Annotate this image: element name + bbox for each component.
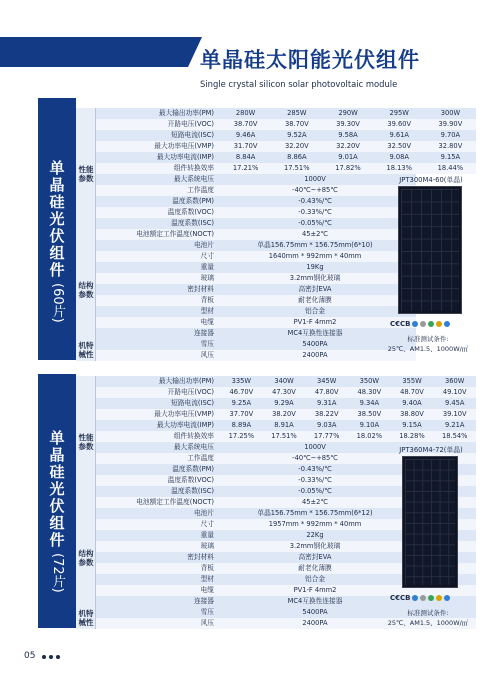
cert-badge-icon [428,321,434,327]
test-conditions [380,334,476,354]
certification-marks [390,320,472,328]
spec-values [220,152,476,163]
test-conditions-label: 标准测试条件: [407,335,449,343]
spec-value: 9.21A [444,421,465,429]
spec-value: 350W [359,377,380,385]
spec-label: 玻璃 [200,274,214,282]
spec-value: 3.2mm钢化玻璃 [289,542,341,550]
spec-values [220,398,476,409]
section-title-char: 硅 [49,193,65,211]
spec-value: 2400PA [302,619,328,627]
panel-model-label: JPT360M4-72(单晶) [399,446,463,454]
section-vertical-title [38,430,76,593]
section-title-char: 单 [49,159,65,177]
spec-value: 18.28% [399,432,425,440]
group-label-text: 结构参数 [78,548,94,567]
struct-row [96,317,416,328]
struct-row [96,273,416,284]
mech-row [96,350,416,361]
header-accent-bar [0,37,188,67]
cert-badge-icon [444,595,450,601]
spec-value: -0.05%/℃ [298,219,332,227]
spec-value: -0.33%/℃ [298,208,332,216]
section-title-char: 伏 [49,227,65,245]
spec-value: 360W [445,377,465,385]
spec-value: 17.25% [228,432,255,440]
solar-cell-grid [401,189,459,311]
spec-value: 37.70V [229,410,254,418]
group-label-text: 机特械性 [78,341,94,359]
spec-value: 铝合金 [304,307,326,315]
spec-label: 连接器 [193,329,214,337]
spec-value: 17.77% [313,432,340,440]
spec-value: 47.80V [314,388,339,396]
section-title-char: 晶 [49,176,65,194]
spec-label: 最大功率电压(VMP) [154,410,214,418]
spec-label: 玻璃 [200,542,214,550]
spec-label: 最大输出功率(PM) [158,377,214,385]
spec-value: 290W [338,109,358,117]
spec-value: 18.54% [441,432,468,440]
perf-row [96,152,476,163]
common-row [96,218,416,229]
perf-row [96,398,476,409]
spec-value: 9.15A [402,421,422,429]
spec-section-1 [38,98,476,360]
test-conditions-value: 25℃、AM1.5、1000W/㎡ [387,345,469,353]
struct-row [96,262,416,273]
spec-value: 17.51% [271,432,297,440]
spec-values [220,141,476,152]
common-row [96,196,416,207]
group-label-perf [76,108,96,240]
spec-value: 38.80V [400,410,424,418]
spec-value: -0.33%/℃ [298,476,332,484]
spec-label: 温度系数(PM) [172,197,214,205]
spec-value: 39.60V [387,120,412,128]
cert-text: C€CB [390,320,411,328]
page-subtitle: Single crystal silicon solar photovoltaic module [200,79,398,89]
spec-value: 38.22V [314,410,339,418]
spec-values [220,108,476,119]
spec-value: 9.29A [274,399,294,407]
spec-value: 335W [231,377,252,385]
spec-value: 17.21% [232,164,259,172]
spec-value: 38.20V [272,410,296,418]
spec-label: 最大功率电流(IMP) [156,153,214,161]
spec-label: 背板 [200,296,214,304]
spec-values [220,119,476,130]
spec-value: 48.70V [400,388,424,396]
struct-row [96,328,416,339]
spec-value: 9.46A [235,131,256,139]
spec-label: 密封材料 [187,553,214,561]
cert-badge-icon [412,321,418,327]
spec-value: 9.52A [287,131,307,139]
spec-value: 9.58A [338,131,358,139]
spec-value: 19Kg [306,263,324,271]
spec-value: 8.91A [274,421,294,429]
spec-section-2 [38,374,476,628]
section-title-cells: (60片) [50,283,65,323]
section-title-char: 硅 [49,463,65,481]
cert-badge-icon [436,595,442,601]
spec-label: 重量 [200,263,214,271]
spec-value: 32.50V [387,142,412,150]
group-label-perf [76,376,96,508]
spec-value: PV1-F 4mm2 [293,318,337,326]
struct-row [96,240,416,251]
cert-badge-icon [412,595,418,601]
spec-values [220,387,476,398]
spec-label: 雪压 [200,340,214,348]
spec-value: -0.43%/℃ [298,197,332,205]
spec-value: 耐老化薄膜 [298,564,332,572]
cert-badge-icon [444,321,450,327]
section-title-char: 件 [49,261,65,279]
spec-value: 9.70A [440,131,461,139]
section-title-char: 光 [49,210,65,228]
cert-badge-icon [428,595,434,601]
section-title-char: 晶 [49,446,65,464]
spec-values [220,409,476,420]
spec-value: 1000V [304,443,326,451]
perf-row [96,108,476,119]
spec-label: 短路电流(ISC) [171,399,214,407]
perf-row [96,119,476,130]
group-label-text: 性能参数 [78,433,94,451]
common-row [96,174,416,185]
spec-values [220,420,476,431]
group-label-struct [76,508,96,607]
spec-label: 密封材料 [187,285,214,293]
spec-value: 340W [274,377,294,385]
spec-value: 18.02% [356,432,383,440]
spec-label: 电池片 [193,241,214,249]
page-number: 05 [24,651,36,661]
spec-label: 风压 [200,619,214,627]
spec-value: 5400PA [302,608,328,616]
spec-value: 32.20V [284,142,309,150]
spec-value: 38.70V [233,120,258,128]
common-row [96,229,416,240]
spec-value: 1957mm * 992mm * 40mm [268,520,362,528]
solar-cell-grid [405,459,455,585]
spec-label: 最大功率电流(IMP) [156,421,214,429]
section-title-char: 组 [49,244,65,262]
group-label-text: 结构参数 [78,280,94,299]
spec-value: -40℃~+85℃ [292,186,338,194]
spec-value: 22Kg [306,531,324,539]
spec-label: 温度系数(VOC) [167,208,214,216]
spec-value: PV1-F 4mm2 [293,586,337,594]
group-label-mech [76,607,96,629]
spec-values [220,376,476,387]
group-label-text: 性能参数 [78,165,94,183]
spec-label: 组件转换效率 [173,164,214,172]
spec-label: 开路电压(VOC) [167,388,214,396]
certification-marks [390,594,472,602]
spec-label: 最大系统电压 [173,443,214,451]
test-conditions-value: 25℃、AM1.5、1000W/㎡ [387,619,469,627]
spec-value: 9.10A [359,421,380,429]
perf-row [96,141,476,152]
spec-label: 工作温度 [187,454,214,462]
spec-values [220,130,476,141]
spec-label: 工作温度 [187,186,214,194]
struct-row [96,251,416,262]
test-conditions [380,608,476,628]
spec-label: 最大输出功率(PM) [158,109,214,117]
spec-value: 345W [316,377,337,385]
spec-value: 32.80V [438,142,463,150]
spec-value: 18.13% [386,164,412,172]
spec-value: 高密封EVA [298,553,332,561]
section-vertical-title [38,160,76,323]
spec-value: 单晶156.75mm * 156.75mm(6*10) [257,241,373,249]
spec-value: 9.03A [316,421,337,429]
spec-value: 39.90V [438,120,463,128]
spec-value: 46.70V [229,388,254,396]
perf-row [96,130,476,141]
spec-value: 9.15A [440,153,461,161]
spec-label: 风压 [200,351,214,359]
spec-value: 8.84A [235,153,256,161]
spec-value: 耐老化薄膜 [298,296,332,304]
spec-value: 39.10V [442,410,467,418]
spec-value: 9.45A [444,399,465,407]
spec-label: 尺寸 [200,520,214,528]
struct-row [96,284,416,295]
spec-label: 开路电压(VOC) [167,120,214,128]
spec-value: 280W [235,109,256,117]
section-title-char: 伏 [49,497,65,515]
section-title-char: 件 [49,531,65,549]
spec-value: MC4互换性连接器 [287,597,343,605]
group-label-text: 机特械性 [78,609,94,627]
spec-label: 雪压 [200,608,214,616]
spec-value: 5400PA [302,340,328,348]
spec-values [220,431,476,442]
spec-label: 温度系数(PM) [172,465,214,473]
spec-value: 9.31A [316,399,337,407]
spec-value: 2400PA [302,351,328,359]
perf-row [96,163,476,174]
spec-value: 32.20V [336,142,360,150]
cert-badge-icon [420,321,426,327]
common-row [96,207,416,218]
spec-value: 3.2mm钢化玻璃 [289,274,341,282]
mech-row [96,339,416,350]
spec-value: 18.44% [437,164,464,172]
spec-values [220,163,476,174]
spec-value: 17.51% [284,164,310,172]
spec-label: 电缆 [200,318,214,326]
spec-label: 型材 [200,307,214,315]
spec-label: 电缆 [200,586,214,594]
spec-value: 8.86A [287,153,307,161]
spec-label: 连接器 [193,597,214,605]
perf-row [96,420,476,431]
group-label-mech [76,339,96,361]
spec-value: 31.70V [233,142,258,150]
spec-label: 组件转换效率 [173,432,214,440]
page-dots-icon [42,655,60,659]
spec-value: 1000V [304,175,326,183]
spec-value: 高密封EVA [298,285,332,293]
perf-row [96,409,476,420]
spec-value: 45±2℃ [302,498,328,506]
spec-value: 39.30V [336,120,360,128]
spec-value: MC4互换性连接器 [287,329,343,337]
page-title: 单晶硅太阳能光伏组件 [200,48,420,72]
perf-row [96,376,476,387]
solar-panel-image [398,186,462,314]
spec-label: 最大系统电压 [173,175,214,183]
spec-value: 38.70V [284,120,309,128]
spec-value: 295W [389,109,409,117]
spec-value: -0.43%/℃ [298,465,332,473]
spec-label: 电池额定工作温度(NOCT) [136,230,214,238]
solar-panel-image [402,456,458,588]
spec-value: 300W [440,109,461,117]
spec-value: -0.05%/℃ [298,487,332,495]
spec-label: 重量 [200,531,214,539]
spec-label: 温度系数(ISC) [171,487,214,495]
spec-value: 1640mm * 992mm * 40mm [268,252,362,260]
spec-value: 17.82% [335,164,361,172]
spec-value: 48.30V [357,388,382,396]
spec-value: 8.89A [231,421,252,429]
cert-badge-icon [420,595,426,601]
perf-row [96,431,476,442]
spec-value: 355W [402,377,422,385]
spec-value: -40℃~+85℃ [292,454,338,462]
spec-label: 型材 [200,575,214,583]
spec-label: 最大功率电压(VMP) [154,142,214,150]
section-title-char: 光 [49,480,65,498]
spec-value: 9.34A [359,399,380,407]
spec-value: 285W [287,109,307,117]
section-title-char: 单 [49,429,65,447]
section-title-char: 组 [49,514,65,532]
spec-value: 9.40A [402,399,422,407]
section-title-cells: (72片) [50,553,65,593]
perf-row [96,387,476,398]
spec-value: 9.25A [231,399,252,407]
common-row [96,185,416,196]
struct-row [96,295,416,306]
spec-label: 温度系数(ISC) [171,219,214,227]
spec-label: 背板 [200,564,214,572]
spec-value: 45±2℃ [302,230,328,238]
spec-value: 9.01A [338,153,358,161]
spec-label: 短路电流(ISC) [171,131,214,139]
spec-value: 铝合金 [304,575,326,583]
group-label-struct [76,240,96,339]
spec-value: 9.08A [389,153,409,161]
spec-label: 温度系数(VOC) [167,476,214,484]
spec-value: 单晶156.75mm * 156.75mm(6*12) [257,509,373,517]
spec-value: 47.30V [272,388,296,396]
spec-label: 电池额定工作温度(NOCT) [136,498,214,506]
spec-value: 38.50V [357,410,382,418]
spec-label: 电池片 [193,509,214,517]
struct-row [96,306,416,317]
spec-label: 尺寸 [200,252,214,260]
cert-badge-icon [436,321,442,327]
panel-model-label: JPT300M4-60(单晶) [399,176,463,184]
cert-text: C€CB [390,594,411,602]
spec-value: 49.10V [442,388,467,396]
test-conditions-label: 标准测试条件: [407,609,449,617]
spec-value: 9.61A [389,131,409,139]
